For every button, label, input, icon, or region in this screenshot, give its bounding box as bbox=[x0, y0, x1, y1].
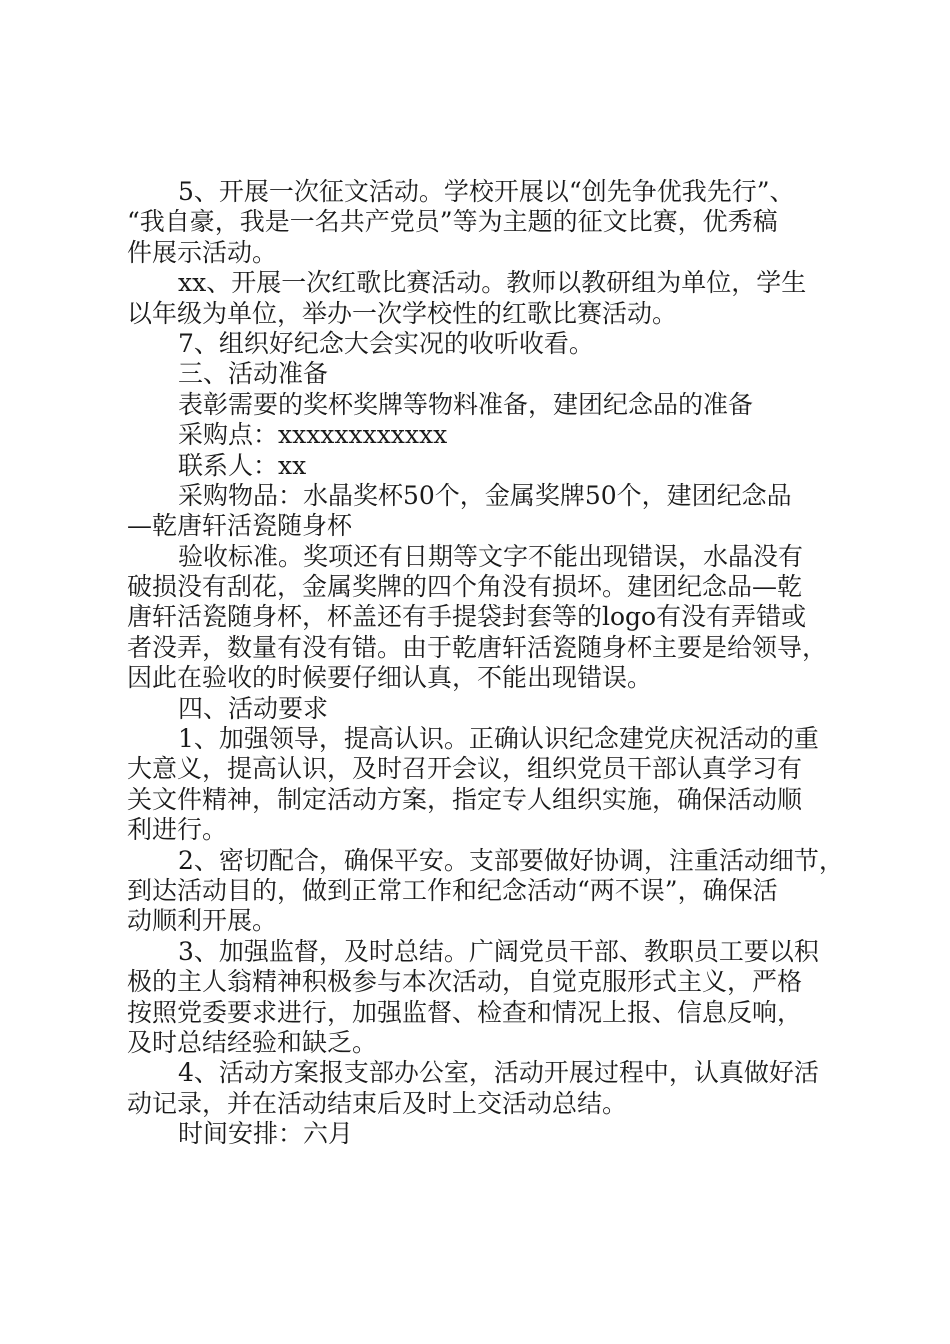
document-text-line: 验收标准。奖项还有日期等文字不能出现错误，水晶没有 bbox=[178, 541, 804, 571]
document-text-line: 因此在验收的时候要仔细认真，不能出现错误。 bbox=[127, 663, 653, 693]
document-text-line: 者没弄，数量有没有错。由于乾唐轩活瓷随身杯主要是给领导， bbox=[127, 632, 828, 662]
document-text-line: 关文件精神，制定活动方案，指定专人组织实施，确保活动顺 bbox=[127, 784, 803, 814]
document-text-line: 及时总结经验和缺乏。 bbox=[127, 1027, 378, 1057]
document-text-line: 四、活动要求 bbox=[178, 693, 329, 723]
document-text-line: —乾唐轩活瓷随身杯 bbox=[127, 511, 353, 541]
document-text-line: 大意义，提高认识，及时召开会议，组织党员干部认真学习有 bbox=[127, 754, 803, 784]
document-text-line: 4、活动方案报支部办公室，活动开展过程中，认真做好活 bbox=[178, 1058, 819, 1088]
document-text-line: 动记录，并在活动结束后及时上交活动总结。 bbox=[127, 1088, 628, 1118]
document-text-line: 采购物品：水晶奖杯50个，金属奖牌50个，建团纪念品 bbox=[178, 480, 792, 510]
document-text-line: 1、加强领导，提高认识。正确认识纪念建党庆祝活动的重 bbox=[178, 724, 819, 754]
document-text-line: 唐轩活瓷随身杯，杯盖还有手提袋封套等的logo有没有弄错或 bbox=[127, 602, 807, 632]
document-text-line: 按照党委要求进行，加强监督、检查和情况上报、信息反响， bbox=[127, 997, 803, 1027]
document-text-line: 7、组织好纪念大会实况的收听收看。 bbox=[178, 328, 594, 358]
document-text-line: 5、开展一次征文活动。学校开展以“创先争优我先行”、 bbox=[178, 177, 795, 206]
document-body bbox=[127, 177, 842, 1150]
document-text-line: “我自豪，我是一名共产党员”等为主题的征文比赛，优秀稿 bbox=[127, 207, 778, 237]
document-text-line: 动顺利开展。 bbox=[127, 906, 278, 936]
document-text-line: 三、活动准备 bbox=[178, 359, 329, 389]
document-text-line: 以年级为单位，举办一次学校性的红歌比赛活动。 bbox=[127, 298, 678, 328]
document-text-line: 破损没有刮花，金属奖牌的四个角没有损坏。建团纪念品—乾 bbox=[127, 572, 803, 602]
document-text-line: 到达活动目的，做到正常工作和纪念活动“两不误”，确保活 bbox=[127, 875, 778, 905]
document-text-line: 采购点：xxxxxxxxxxxx bbox=[178, 420, 448, 450]
document-text-line: 2、密切配合，确保平安。支部要做好协调，注重活动细节， bbox=[178, 845, 844, 875]
document-text-line: 3、加强监督，及时总结。广阔党员干部、教职员工要以积 bbox=[178, 936, 819, 966]
document-text-line: 时间安排：六月 bbox=[178, 1119, 354, 1149]
document-text-line: 件展示活动。 bbox=[127, 237, 278, 267]
document-text-line: xx、开展一次红歌比赛活动。教师以教研组为单位，学生 bbox=[178, 268, 807, 298]
document-text-line: 表彰需要的奖杯奖牌等物料准备，建团纪念品的准备 bbox=[178, 389, 754, 419]
document-text-line: 利进行。 bbox=[127, 815, 228, 845]
document-text-line: 极的主人翁精神积极参与本次活动，自觉克服形式主义，严格 bbox=[127, 967, 803, 997]
document-text-line: 联系人：xx bbox=[178, 450, 307, 480]
